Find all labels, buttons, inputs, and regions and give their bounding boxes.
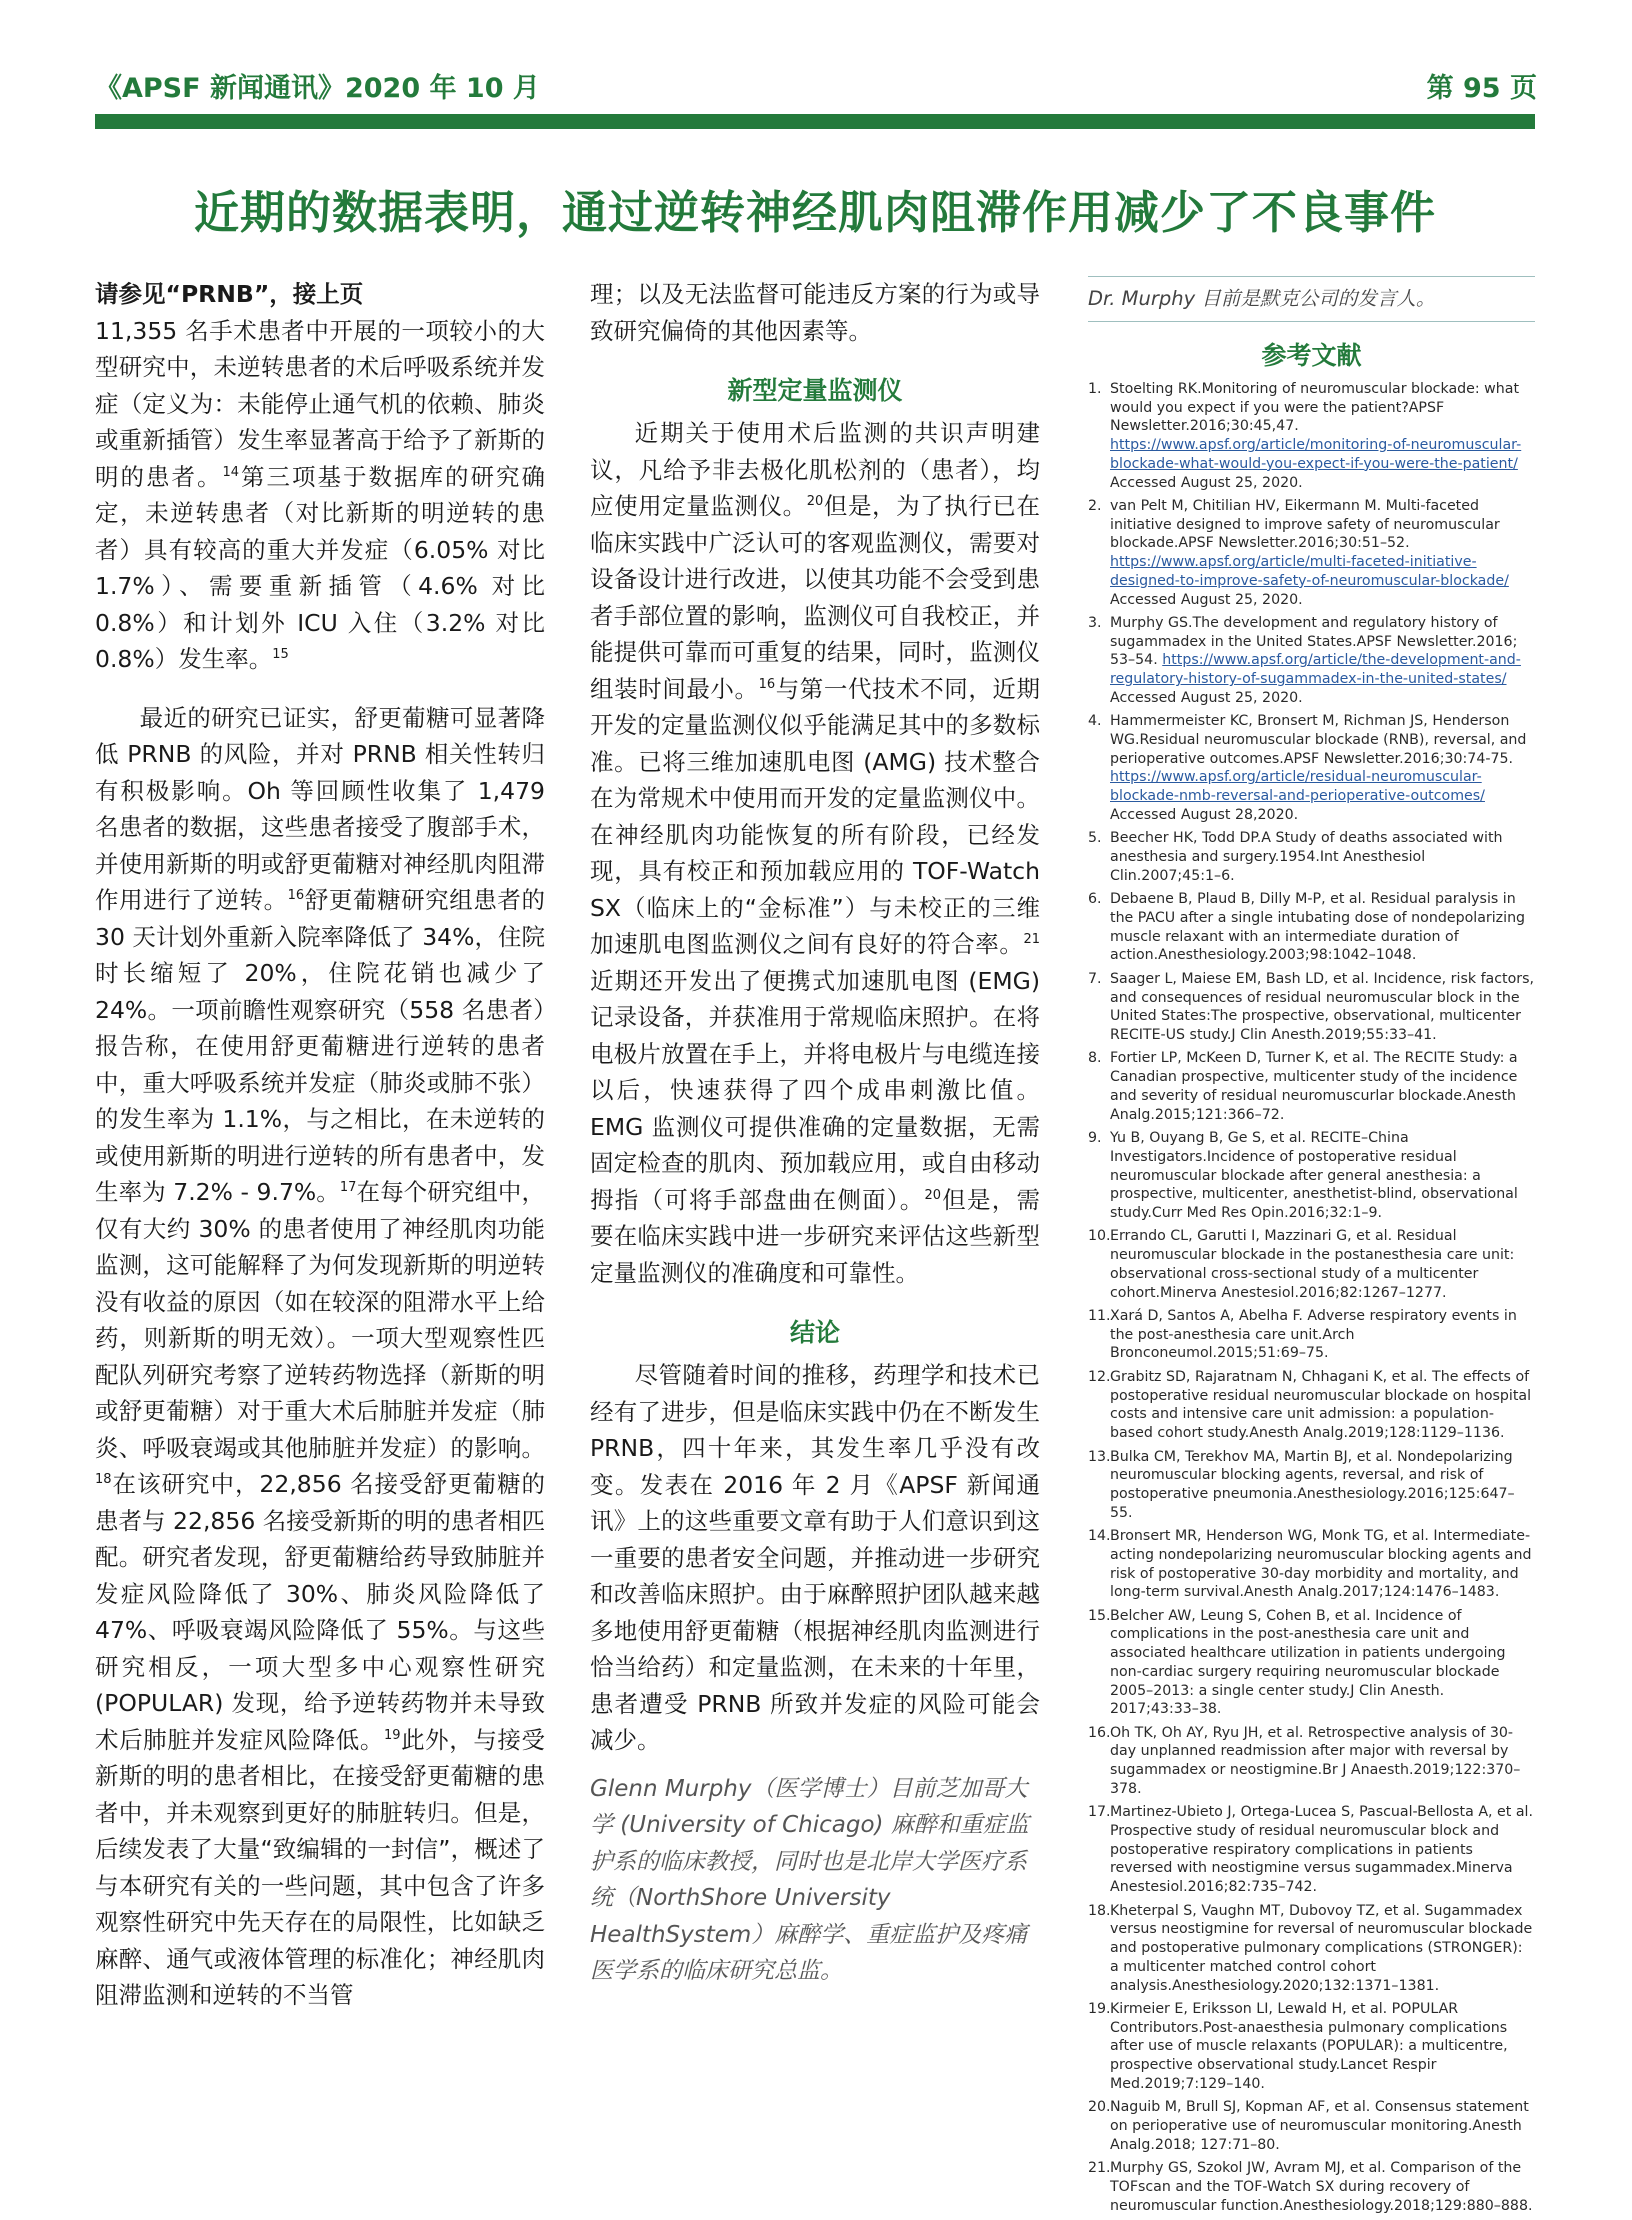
reference-link[interactable]: https://www.apsf.org/article/monitoring-of-neuromuscular-blockade-what-would-you-expect-if-you-were-the-patient/ [1110, 437, 1522, 472]
article-title: 近期的数据表明，通过逆转神经肌肉阻滞作用减少了不良事件 [193, 186, 1436, 239]
paragraph: 最近的研究已证实，舒更葡糖可显著降低 PRNB 的风险，并对 PRNB 相关性转归有积极影响。Oh 等回顾性收集了 1,479 名患者的数据，这些患者接受了腹部手术，并使用新斯的明或舒更葡糖对神经肌肉阻滞作用进行了逆转。$^{16}$舒更葡糖研究组患者的 30 天计划外重新入院率降低了 34%，住院时长缩短了 20%，住院花销也减少了 24%。一项前瞻性观察研究（558 名患者）报告称，在使用舒更葡糖进行逆转的患者中，重大呼吸系统并发症（肺炎或肺不张）的发生率为 1.1%，与之相比，在未逆转的或使用新斯的明进行逆转的所有患者中，发生率为 7.2% - 9.7%。$^{17}$在每个研究组中，仅有大约 30% 的患者使用了神经肌肉功能监测，这可能解释了为何发现新斯的明逆转没有收益的原因（如在较深的阻滞水平上给药，则新斯的明无效）。一项大型观察性匹配队列研究考察了逆转药物选择（新斯的明或舒更葡糖）对于重大术后肺脏并发症（肺炎、呼吸衰竭或其他肺脏并发症）的影响。$^{18}$在该研究中，22,856 名接受舒更葡糖的患者与 22,856 名接受新斯的明的患者相匹配。研究者发现，舒更葡糖给药导致肺脏并发症风险降低了 30%、肺炎风险降低了 47%、呼吸衰竭风险降低了 55%。与这些研究相反，一项大型多中心观察性研究 (POPULAR) 发现，给予逆转药物并未导致术后肺脏并发症风险降低。$^{19}$此外，与接受新斯的明的患者相比，在接受舒更葡糖的患者中，并未观察到更好的肺脏转归。但是，后续发表了大量“致编辑的一封信”，概述了与本研究有关的一些问题，其中包含了许多观察性研究中先天存在的局限性，比如缺乏麻醉、通气或液体管理的标准化；神经肌肉阻滞监测和逆转的不当管 [95, 703, 546, 2009]
references-list [1088, 380, 1535, 2215]
reference-accessed: Accessed August 25, 2020. [1110, 591, 1303, 608]
newsletter-issue: 《APSF 新闻通讯》2020 年 10 月 [95, 73, 540, 104]
reference-accessed: Accessed August 25, 2020. [1110, 474, 1303, 491]
reference-number: 2. [1088, 498, 1102, 515]
section-heading-conclusion: 结论 [789, 1318, 840, 1347]
reference-number: 15. [1088, 1607, 1111, 1624]
reference-text: Kheterpal S, Vaughn MT, Dubovoy TZ, et al. Sugammadex versus neostigmine for reversal of neuromuscular blockade and postoperative pulmonary complications (STRONGER): a multicenter matched control cohort analysis.Anesthesiology.2020;132:1371–1381. [1110, 1902, 1533, 1994]
reference-item [1088, 497, 1535, 609]
reference-text: Martinez-Ubieto J, Ortega-Lucea S, Pascual-Bellosta A, et al. Prospective study of residual neuromuscular block and postoperative respiratory complications in patients reversed with neostigmine versus sugammadex.Minerva Anestesiol.2016;82:735–742. [1110, 1804, 1533, 1896]
reference-text: Saager L, Maiese EM, Bash LD, et al. Incidence, risk factors, and consequences of residual neuromuscular block in the United States:The prospective, observational, multicenter RECITE-US study.J Clin Anesth.2019;55:33–41. [1110, 970, 1535, 1043]
reference-text: Belcher AW, Leung S, Cohen B, et al. Incidence of complications in the post-anesthesia care unit and associated healthcare utilization in patients undergoing non-cardiac surgery requiring neuromuscular blockade 2005–2013: a single center study.J Clin Anesth. 2017;43:33–38. [1110, 1607, 1506, 1718]
reference-item [1088, 2159, 1535, 2215]
section-heading-monitors: 新型定量监测仪 [727, 376, 903, 405]
reference-item [1088, 1724, 1535, 1799]
reference-number: 21. [1088, 2160, 1111, 2177]
reference-link[interactable]: https://www.apsf.org/article/residual-neuromuscular-blockade-nmb-reversal-and-perioperative-outcomes/ [1110, 769, 1485, 805]
page-number: 第 95 页 [1426, 73, 1537, 104]
reference-item [1088, 1902, 1535, 1996]
reference-text: Debaene B, Plaud B, Dilly M-P, et al. Residual paralysis in the PACU after a single intubating dose of nondepolarizing muscle relaxant with an intermediate duration of action.Anesthesiology.2003;98:1042–1048. [1110, 891, 1526, 964]
references-heading: 参考文献 [1261, 341, 1362, 370]
reference-number: 18. [1088, 1902, 1111, 1919]
reference-text: Murphy GS.The development and regulatory history of sugammadex in the United States.APSF Newsletter.2016; 53–54. [1110, 615, 1518, 669]
paragraph: 理；以及无法监督可能违反方案的行为或导致研究偏倚的其他因素等。 [590, 280, 1040, 345]
reference-link[interactable]: https://www.apsf.org/article/multi-faceted-initiative-designed-to-improve-safety-of-neuromuscular-blockade/ [1110, 554, 1509, 589]
reference-number: 11. [1088, 1308, 1111, 1325]
reference-number: 17. [1088, 1804, 1111, 1821]
reference-item [1088, 2000, 1535, 2094]
reference-item [1088, 614, 1535, 708]
reference-item [1088, 2098, 1535, 2154]
reference-number: 6. [1088, 891, 1102, 908]
reference-text: Hammermeister KC, Bronsert M, Richman JS, Henderson WG.Residual neuromuscular blockade (RNB), reversal, and perioperative outcomes.APSF Newsletter.2016;30:74-75. [1110, 713, 1527, 767]
reference-text: van Pelt M, Chitilian HV, Eikermann M. Multi-faceted initiative designed to improve safety of neuromuscular blockade.APSF Newsletter.2016;30:51–52. [1110, 498, 1500, 552]
reference-number: 3. [1088, 615, 1102, 632]
reference-text: Murphy GS, Szokol JW, Avram MJ, et al. Comparison of the TOFscan and the TOF-Watch SX during recovery of neuromuscular function.Anesthesiology.2018;129:880–888. [1110, 2160, 1533, 2214]
reference-number: 14. [1088, 1528, 1111, 1545]
author-bio: Glenn Murphy（医学博士）目前芝加哥大学 (University of Chicago) 麻醉和重症监护系的临床教授，同时也是北岸大学医疗系统（NorthShore University HealthSystem）麻醉学、重症监护及疼痛医学系的临床研究总监。 [590, 1775, 1029, 1984]
reference-number: 10. [1088, 1228, 1111, 1245]
reference-text: Grabitz SD, Rajaratnam N, Chhagani K, et al. The effects of postoperative residual neuromuscular blockade on hospital costs and intensive care unit admission: a population-based cohort study.Anesth Analg.2019;128:1129–1136. [1110, 1368, 1532, 1442]
reference-text: Errando CL, Garutti I, Mazzinari G, et al. Residual neuromuscular blockade in the postanesthesia care unit: observational cross-sectional study of a multicenter cohort.Minerva Anestesiol.2016;82:1267–1277. [1110, 1228, 1515, 1301]
reference-accessed: Accessed August 25, 2020. [1110, 689, 1303, 706]
column-1 [95, 276, 545, 2014]
reference-item [1088, 890, 1535, 965]
header-rule [95, 114, 1535, 129]
reference-item [1088, 1607, 1535, 1719]
reference-item [1088, 1049, 1535, 1124]
reference-item [1088, 1129, 1535, 1223]
reference-item [1088, 380, 1535, 492]
reference-item [1088, 1448, 1535, 1523]
reference-number: 4. [1088, 713, 1102, 730]
page-header [95, 66, 1537, 110]
reference-text: Bulka CM, Terekhov MA, Martin BJ, et al. Nondepolarizing neuromuscular blocking agents, reversal, and risk of postoperative pneumonia.Anesthesiology.2016;125:647–55. [1110, 1448, 1515, 1521]
reference-number: 9. [1088, 1130, 1102, 1147]
reference-number: 19. [1088, 2001, 1111, 2017]
reference-number: 7. [1088, 970, 1102, 987]
reference-text: Bronsert MR, Henderson WG, Monk TG, et al. Intermediate-acting nondepolarizing neuromuscular blocking agents and risk of postoperative 30-day morbidity and mortality, and long-term survival.Anesth Analg.2017;124:1476–1483. [1110, 1528, 1532, 1601]
reference-number: 8. [1088, 1050, 1102, 1067]
paragraph: 近期关于使用术后监测的共识声明建议，凡给予非去极化肌松剂的（患者），均应使用定量监测仪。$^{20}$但是，为了执行已在临床实践中广泛认可的客观监测仪，需要对设备设计进行改进，以使其功能不会受到患者手部位置的影响，监测仪可自我校正，并能提供可靠而可重复的结果，同时，监测仪组装时间最小。$^{16}$与第一代技术不同，近期开发的定量监测仪似乎能满足其中的多数标准。已将三维加速肌电图 (AMG) 技术整合在为常规术中使用而开发的定量监测仪中。在神经肌肉功能恢复的所有阶段，已经发现，具有校正和预加载应用的 TOF-Watch SX（临床上的“金标准”）与未校正的三维加速肌电图监测仪之间有良好的符合率。$^{21}$近期还开发出了便携式加速肌电图 (EMG) 记录设备，并获准用于常规临床照护。在将电极片放置在手上，并将电极片与电缆连接以后，快速获得了四个成串刺激比值。EMG 监测仪可提供准确的定量数据，无需固定检查的肌肉、预加载应用，或自由移动拇指（可将手部盘曲在侧面）。$^{20}$但是，需要在临床实践中进一步研究来评估这些新型定量监测仪的准确度和可靠性。 [590, 419, 1041, 1287]
reference-text: Fortier LP, McKeen D, Turner K, et al. The RECITE Study: a Canadian prospective, multicenter study of the incidence and severity of residual neuromuscurlar blockade.Anesth Analg.2015;121:366–72. [1110, 1050, 1518, 1123]
reference-link[interactable]: https://www.apsf.org/article/the-development-and-regulatory-history-of-sugammadex-in-the-united-states/ [1110, 652, 1521, 688]
reference-number: 5. [1088, 830, 1102, 847]
reference-item [1088, 1307, 1535, 1363]
reference-number: 12. [1088, 1368, 1111, 1385]
reference-number: 13. [1088, 1448, 1111, 1465]
reference-item [1088, 829, 1535, 885]
disclosure-note: Dr. Murphy 目前是默克公司的发言人。 [1088, 277, 1535, 322]
reference-item [1088, 1368, 1535, 1443]
continued-from-label: 请参见“PRNB”，接上页 [95, 280, 364, 308]
reference-number: 16. [1088, 1724, 1111, 1741]
paragraph: 11,355 名手术患者中开展的一项较小的大型研究中，未逆转患者的术后呼吸系统并发症（定义为：未能停止通气机的依赖、肺炎或重新插管）发生率显著高于给予了新斯的明的患者。$^{14}$第三项基于数据库的研究确定，未逆转患者（对比新斯的明逆转的患者）具有较高的重大并发症（6.05% 对比 1.7%）、需要重新插管（4.6% 对比 0.8%）和计划外 ICU 入住（3.2% 对比 0.8%）发生率。$^{15}$ [95, 316, 546, 673]
reference-number: 1. [1088, 381, 1102, 397]
reference-item [1088, 1527, 1535, 1602]
reference-text: Xará D, Santos A, Abelha F. Adverse respiratory events in the post-anesthesia care unit.Arch Bronconeumol.2015;51:69–75. [1110, 1308, 1517, 1362]
reference-item [1088, 1803, 1535, 1897]
reference-text: Stoelting RK.Monitoring of neuromuscular blockade: what would you expect if you were the patient?APSF Newsletter.2016;30:45,47. [1110, 381, 1520, 435]
reference-accessed: Accessed August 28,2020. [1110, 806, 1299, 823]
paragraph: 尽管随着时间的推移，药理学和技术已经有了进步，但是临床实践中仍在不断发生 PRNB，四十年来，其发生率几乎没有改变。发表在 2016 年 2 月《APSF 新闻通讯》上的这些重要文章有助于人们意识到这一重要的患者安全问题，并推动进一步研究和改善临床照护。由于麻醉照护团队越来越多地使用舒更葡糖（根据神经肌肉监测进行恰当给药）和定量监测，在未来的十年里，患者遭受 PRNB 所致并发症的风险可能会减少。 [590, 1361, 1040, 1754]
column-2 [590, 276, 1040, 1990]
reference-number: 20. [1088, 2099, 1111, 2116]
reference-text: Oh TK, Oh AY, Ryu JH, et al. Retrospective analysis of 30-day unplanned readmission after major with reversal by sugammadex or neostigmine.Br J Anaesth.2019;122:370–378. [1110, 1724, 1521, 1797]
reference-item [1088, 970, 1535, 1045]
reference-text: Naguib M, Brull SJ, Kopman AF, et al. Consensus statement on perioperative use of neuromuscular monitoring.Anesth Analg.2018; 127:71–80. [1110, 2099, 1529, 2153]
reference-item [1088, 712, 1535, 824]
column-3 [1088, 276, 1535, 2220]
reference-item [1088, 1227, 1535, 1302]
reference-text: Beecher HK, Todd DP.A Study of deaths associated with anesthesia and surgery.1954.Int Anesthesiol Clin.2007;45:1–6. [1110, 830, 1503, 884]
reference-text: Kirmeier E, Eriksson LI, Lewald H, et al. POPULAR Contributors.Post-anaesthesia pulmonary complications after use of muscle relaxants (POPULAR): a multicentre, prospective observational study.Lancet Respir Med.2019;7:129–140. [1110, 2001, 1508, 2092]
reference-text: Yu B, Ouyang B, Ge S, et al. RECITE–China Investigators.Incidence of postoperative residual neuromuscular blockade after general anesthesia: a prospective, multicenter, anesthetist-blind, observational study.Curr Med Res Opin.2016;32:1–9. [1110, 1130, 1518, 1221]
